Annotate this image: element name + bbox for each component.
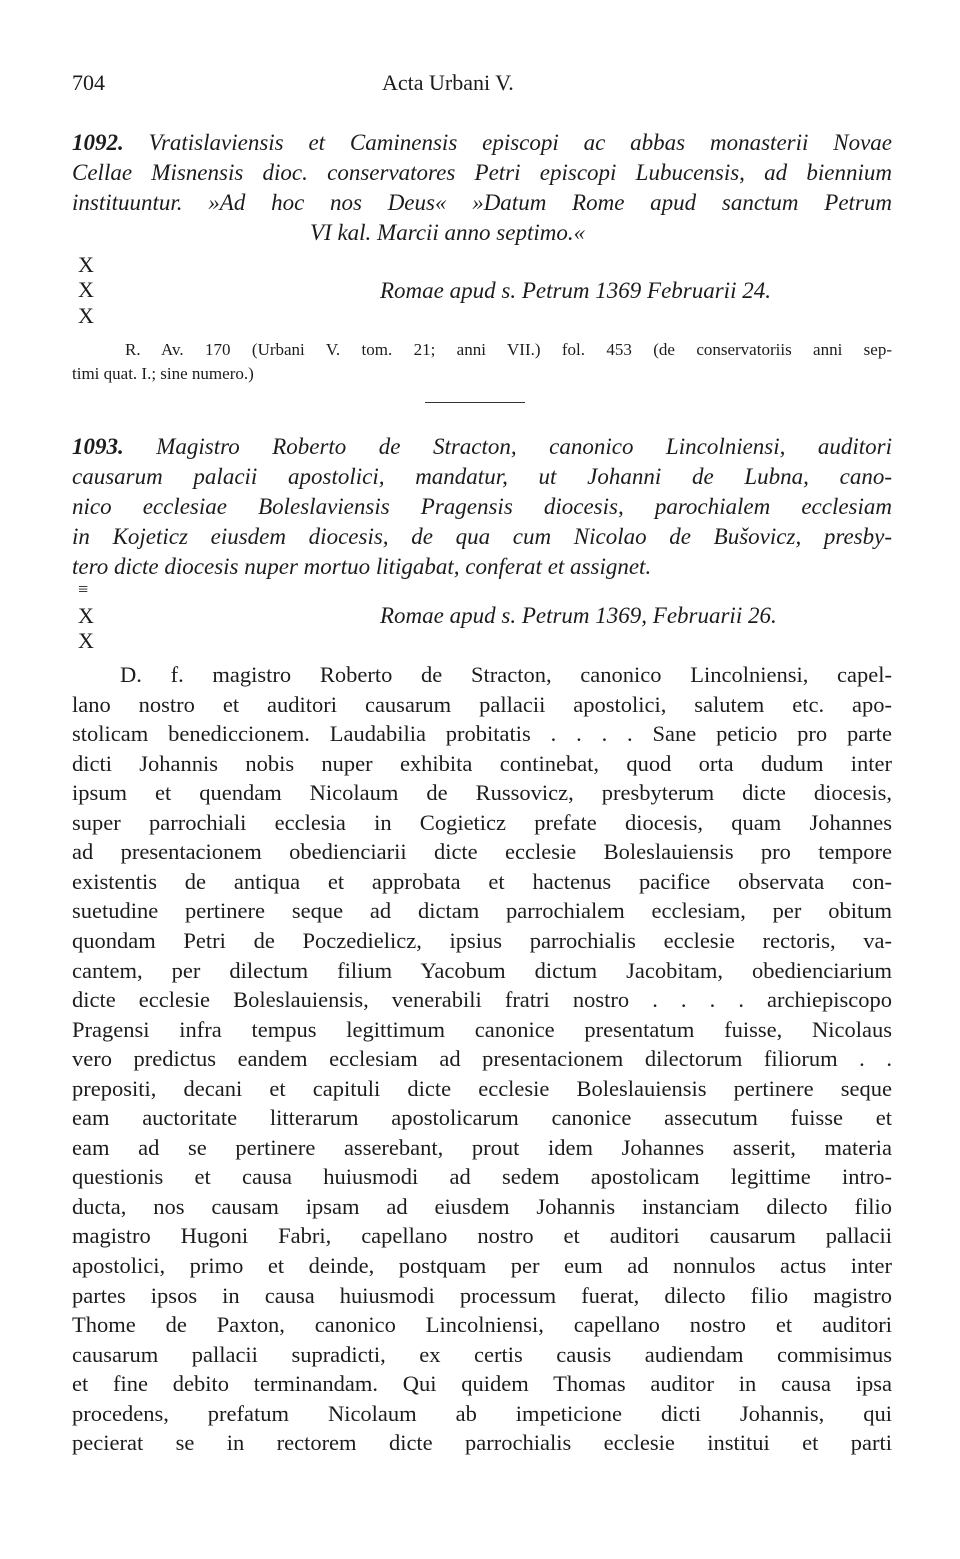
body-line: quondam Petri de Poczedielicz, ipsius parrochialis ecclesie rectoris, va- <box>72 927 892 953</box>
body-line: questionis et causa huiusmodi ad sedem apostolicam legittime intro- <box>72 1164 892 1190</box>
body-line: prepositi, decani et capituli dicte ecclesie Boleslauiensis pertinere seque <box>72 1075 892 1101</box>
page-number: 704 <box>72 70 105 95</box>
body-line: existentis de antiqua et approbata et hactenus pacifice observata con- <box>72 868 892 894</box>
body-line: ad presentacionem obedienciarii dicte ecclesie Boleslauiensis pro tempore <box>72 839 892 865</box>
body-line: apostolici, primo et deinde, postquam per eum ad nonnulos actus inter <box>72 1253 892 1278</box>
entry-number: 1092. <box>72 130 124 155</box>
entry-1093-line-2: causarum palacii apostolici, mandatur, ut Johanni de Lubna, cano- <box>72 464 892 489</box>
body-line: super parrochiali ecclesia in Cogieticz prefate diocesis, quam Johannes <box>72 809 892 835</box>
body-line: dicti Johannis nobis nuper exhibita continebat, quod orta dudum inter <box>72 750 892 776</box>
body-line: D. f. magistro Roberto de Stracton, canonico Lincolniensi, capel- <box>120 662 892 687</box>
entry-1092-line-2: Cellae Misnensis dioc. conservatores Petri episcopi Lubucensis, ad biennium <box>72 160 892 185</box>
body-line: ipsum et quendam Nicolaum de Russovicz, presbyterum dicte diocesis, <box>72 780 892 806</box>
body-line: cantem, per dilectum filium Yacobum dictum Jacobitam, obedienciarium <box>72 957 892 983</box>
body-line: et fine debito terminandam. Qui quidem Thomas auditor in causa ipsa <box>72 1371 892 1397</box>
body-line: ducta, nos causam ipsam ad eiusdem Johannis instanciam dilecto filio <box>72 1193 892 1219</box>
entry-1093-dated: Romae apud s. Petrum 1369, Februarii 26. <box>380 603 777 628</box>
body-line: Pragensi infra tempus legittimum canonice presentatum fuisse, Nicolaus <box>72 1016 892 1042</box>
body-line: stolicam benediccionem. Laudabilia probitatis . . . . Sane peticio pro parte <box>72 721 892 747</box>
body-line: lano nostro et auditori causarum pallacii apostolici, salutem etc. apo- <box>72 691 892 717</box>
entry-1093-line-3: nico ecclesiae Boleslaviensis Pragensis diocesis, parochialem ecclesiam <box>72 494 892 519</box>
body-line: partes ipsos in causa huiusmodi processum fuerat, dilecto filio magistro <box>72 1282 892 1308</box>
entry-1092-line-4: VI kal. Marcii anno septimo.« <box>310 220 586 245</box>
body-line: Thome de Paxton, canonico Lincolniensi, capellano nostro et auditori <box>72 1312 892 1338</box>
entry-1093-line-4: in Kojeticz eiusdem diocesis, de qua cum Nicolao de Bušovicz, presby- <box>72 524 892 549</box>
entry-1093-line-1: 1093. Magistro Roberto de Stracton, canonico Lincolniensi, auditori <box>72 434 892 459</box>
entry-1092-source-line-1: R. Av. 170 (Urbani V. tom. 21; anni VII.) fol. 453 (de conservatoriis anni sep- <box>125 340 892 359</box>
body-line: vero predictus eandem ecclesiam ad presentacionem dilectorum filiorum . . <box>72 1046 892 1072</box>
running-title: Acta Urbani V. <box>382 70 514 95</box>
entry-1092-source-line-2: timi quat. I.; sine numero.) <box>72 364 254 383</box>
entry-1093-mark-1: ≡ <box>78 579 89 599</box>
entry-1092-line-3: instituuntur. »Ad hoc nos Deus« »Datum Rome apud sanctum Petrum <box>72 190 892 215</box>
entry-1092-mark-1: X <box>78 252 94 277</box>
body-line: dicte ecclesie Boleslauiensis, venerabili fratri nostro . . . . archiepiscopo <box>72 987 892 1013</box>
entry-1092-mark-3: X <box>78 303 94 328</box>
body-line: suetudine pertinere seque ad dictam parrochialem ecclesiam, per obitum <box>72 898 892 924</box>
body-line: causarum pallacii supradicti, ex certis causis audiendam commisimus <box>72 1341 892 1367</box>
body-line: eam auctoritate litterarum apostolicarum canonice assecutum fuisse et <box>72 1105 892 1131</box>
entry-number: 1093. <box>72 434 124 459</box>
entry-divider <box>425 402 525 403</box>
entry-1093-mark-3: X <box>78 628 94 653</box>
body-line: pecierat se in rectorem dicte parrochialis ecclesie institui et parti <box>72 1430 892 1456</box>
entry-1092-line-1: 1092. Vratislaviensis et Caminensis episcopi ac abbas monasterii Novae <box>72 130 892 155</box>
entry-1093-line-5: tero dicte diocesis nuper mortuo litigabat, conferat et assignet. <box>72 554 652 579</box>
page-header <box>72 70 888 100</box>
body-line: eam ad se pertinere asserebant, prout idem Johannes asserit, materia <box>72 1134 892 1160</box>
body-line: procedens, prefatum Nicolaum ab impeticione dicti Johannis, qui <box>72 1400 892 1426</box>
entry-1092-dated: Romae apud s. Petrum 1369 Februarii 24. <box>380 278 771 303</box>
entry-1092-mark-2: X <box>78 277 94 302</box>
entry-1093-mark-2: X <box>78 603 94 628</box>
body-line: magistro Hugoni Fabri, capellano nostro et auditori causarum pallacii <box>72 1223 892 1249</box>
